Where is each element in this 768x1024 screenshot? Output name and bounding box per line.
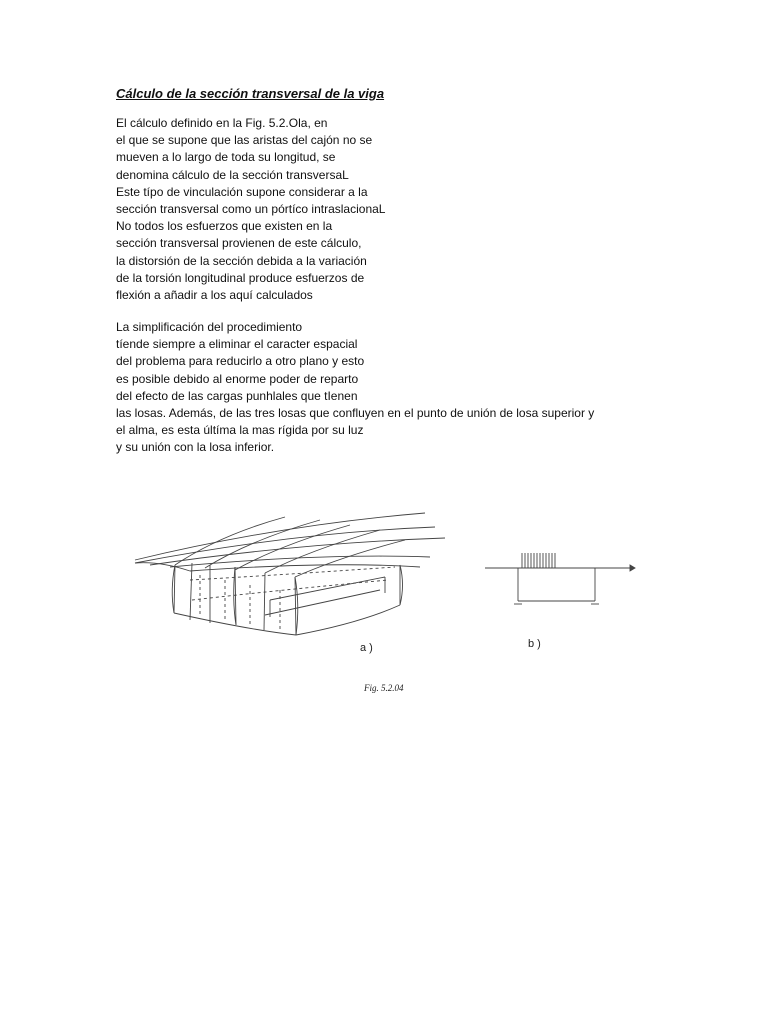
figure-caption: Fig. 5.2.04 xyxy=(364,683,404,693)
text-line: denomina cálculo de la sección transversaL xyxy=(116,167,349,182)
box-girder-3d-sketch xyxy=(135,513,445,635)
text-line: flexión a añadir a los aquí calculados xyxy=(116,287,313,302)
figure-5-2-04 xyxy=(130,505,650,705)
text-line: de la torsión longitudinal produce esfuerzos de xyxy=(116,270,365,285)
figure-label-a: a ) xyxy=(360,642,373,654)
paragraph-1 xyxy=(116,115,385,304)
section-model-sketch xyxy=(485,553,635,604)
text-line: El cálculo definido en la Fig. 5.2.Ola, en xyxy=(116,116,328,130)
text-line: tíende siempre a eliminar el caracter espacial xyxy=(116,337,358,352)
text-line: del problema para reducirlo a otro plano y esto xyxy=(116,354,365,369)
text-line: es posible debido al enorme poder de reparto xyxy=(116,371,359,386)
text-line: las losas. Además, de las tres losas que confluyen en el punto de unión de losa superior y xyxy=(116,405,595,420)
text-line: el que se supone que las aristas del cajón no se xyxy=(116,133,373,148)
text-line: sección transversal provienen de este cálculo, xyxy=(116,236,362,251)
figure-label-b: b ) xyxy=(528,638,541,650)
paragraph-2 xyxy=(116,319,594,457)
text-line: No todos los esfuerzos que existen en la xyxy=(116,219,333,234)
text-line: Este típo de vinculación supone considerar a la xyxy=(116,184,368,199)
text-line: La simplificación del procedimiento xyxy=(116,320,303,334)
text-line: sección transversal como un pórtíco intraslacionaL xyxy=(116,201,386,216)
text-line: del efecto de las cargas punhlales que tIenen xyxy=(116,388,358,403)
text-line: la distorsión de la sección debida a la variación xyxy=(116,253,367,268)
section-title: Cálculo de la sección transversal de la viga xyxy=(116,86,385,101)
distributed-load-arrows xyxy=(522,553,555,568)
box-girder-drawing xyxy=(130,505,650,705)
text-line: y su unión con la losa inferior. xyxy=(116,440,275,455)
text-line: el alma, es esta últíma la mas rígida por su luz xyxy=(116,423,364,438)
text-line: mueven a lo largo de toda su longitud, se xyxy=(116,150,336,165)
